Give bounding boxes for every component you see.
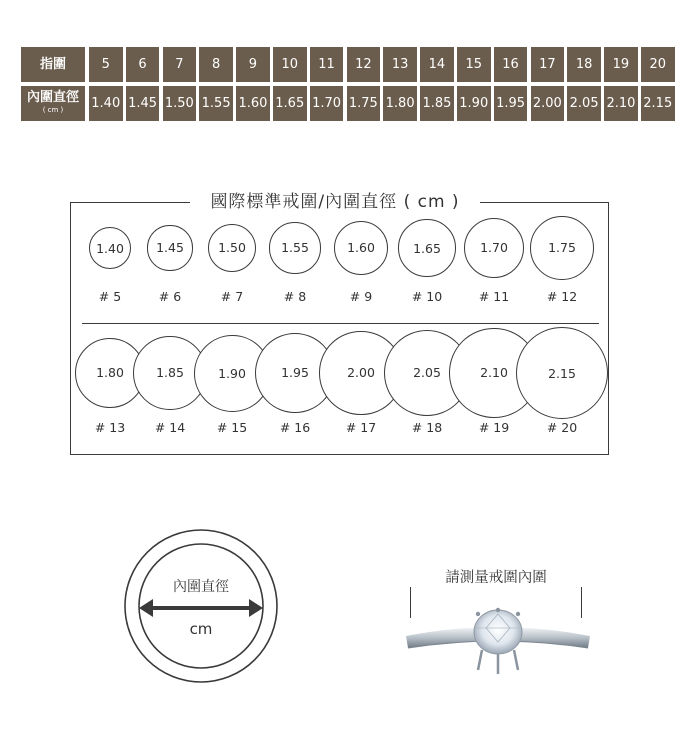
diameter-cell: 1.90	[457, 86, 491, 121]
ring-size-circle: 1.90	[194, 335, 271, 412]
size-cell: 18	[567, 47, 601, 82]
ring-size-circle: 1.85	[133, 336, 207, 410]
ring-size-label: # 8	[283, 289, 307, 304]
diagram-graphic	[123, 528, 279, 684]
diameter-cell: 1.45	[126, 86, 160, 121]
size-table	[21, 47, 673, 123]
diameter-cell: 1.55	[199, 86, 233, 121]
ring-size-label: # 19	[478, 420, 510, 435]
size-cell: 10	[273, 47, 307, 82]
ring-size-label: # 7	[220, 289, 244, 304]
ring-image	[398, 598, 598, 682]
ring-size-circle: 1.65	[398, 219, 456, 277]
diameter-cell: 1.40	[89, 86, 123, 121]
size-header-cell	[21, 47, 85, 82]
size-cell: 12	[347, 47, 381, 82]
prong-tip	[516, 612, 520, 616]
ring-size-label: # 13	[94, 420, 126, 435]
ring-size-label: # 14	[154, 420, 186, 435]
size-cell: 17	[531, 47, 565, 82]
ring-size-circle: 2.15	[516, 327, 609, 420]
size-cell: 11	[310, 47, 344, 82]
ring-size-circle: 1.50	[208, 224, 256, 272]
size-cell: 9	[236, 47, 270, 82]
ring-size-circle: 1.75	[530, 216, 594, 280]
diameter-header-unit: ( cm )	[42, 105, 64, 114]
diameter-cell: 2.00	[531, 86, 565, 121]
diameter-cell: 1.85	[420, 86, 454, 121]
chart-title: 國際標準戒圍/內圍直徑 ( cm )	[190, 188, 480, 216]
size-cell: 5	[89, 47, 123, 82]
ring-size-label: # 17	[345, 420, 377, 435]
diameter-cell: 1.75	[347, 86, 381, 121]
diameter-cell: 1.50	[163, 86, 197, 121]
ring-photo	[398, 598, 598, 682]
size-cell: 20	[641, 47, 675, 82]
diameter-cell: 1.70	[310, 86, 344, 121]
ring-size-label: # 6	[158, 289, 182, 304]
size-cell: 14	[420, 47, 454, 82]
ring-size-circle: 1.60	[334, 221, 388, 275]
arrow-left-icon	[139, 599, 153, 617]
ring-size-label: # 12	[546, 289, 578, 304]
size-cell: 13	[383, 47, 417, 82]
ring-size-circle: 1.40	[89, 227, 131, 269]
diagram-unit: cm	[189, 620, 213, 638]
diameter-header-label: 內圍直徑	[26, 89, 79, 105]
ring-size-circle: 2.10	[449, 328, 538, 417]
prong-tip	[496, 608, 500, 612]
size-cell: 8	[199, 47, 233, 82]
diameter-cell: 1.65	[273, 86, 307, 121]
diamond	[474, 610, 522, 654]
size-cell: 16	[494, 47, 528, 82]
size-header-label: 指圍	[39, 57, 66, 72]
ring-size-label: # 10	[411, 289, 443, 304]
ring-caption: 請測量戒圍內圍	[408, 566, 584, 587]
ring-size-label: # 11	[478, 289, 510, 304]
ring-size-label: # 9	[349, 289, 373, 304]
size-cell: 15	[457, 47, 491, 82]
size-cell: 7	[163, 47, 197, 82]
diameter-cell: 2.10	[604, 86, 638, 121]
ring-size-circle: 1.80	[75, 338, 146, 409]
diameter-header-cell	[21, 86, 85, 121]
size-cell: 19	[604, 47, 638, 82]
chart-divider	[82, 323, 599, 324]
ring-size-circle: 2.05	[384, 330, 470, 416]
diagram-label: 內圍直徑	[173, 579, 229, 595]
inner-diameter-diagram	[123, 528, 279, 684]
ring-size-circle: 1.95	[255, 333, 335, 413]
arrow-right-icon	[249, 599, 263, 617]
ring-size-label: # 20	[546, 420, 578, 435]
size-cell: 6	[126, 47, 160, 82]
prong-right	[514, 650, 518, 670]
ring-size-circle: 1.70	[464, 218, 525, 279]
ring-size-circle: 1.55	[269, 222, 320, 273]
diameter-cell: 1.95	[494, 86, 528, 121]
prong-tip	[476, 612, 480, 616]
ring-size-label: # 5	[98, 289, 122, 304]
diameter-cell: 2.05	[567, 86, 601, 121]
ring-size-circle: 1.45	[147, 225, 192, 270]
diameter-cell: 1.80	[383, 86, 417, 121]
diameter-cell: 1.60	[236, 86, 270, 121]
ring-size-label: # 18	[411, 420, 443, 435]
ring-size-circle: 2.00	[319, 331, 402, 414]
prong-left	[478, 650, 482, 670]
ring-size-label: # 16	[279, 420, 311, 435]
diameter-cell: 2.15	[641, 86, 675, 121]
ring-size-label: # 15	[216, 420, 248, 435]
